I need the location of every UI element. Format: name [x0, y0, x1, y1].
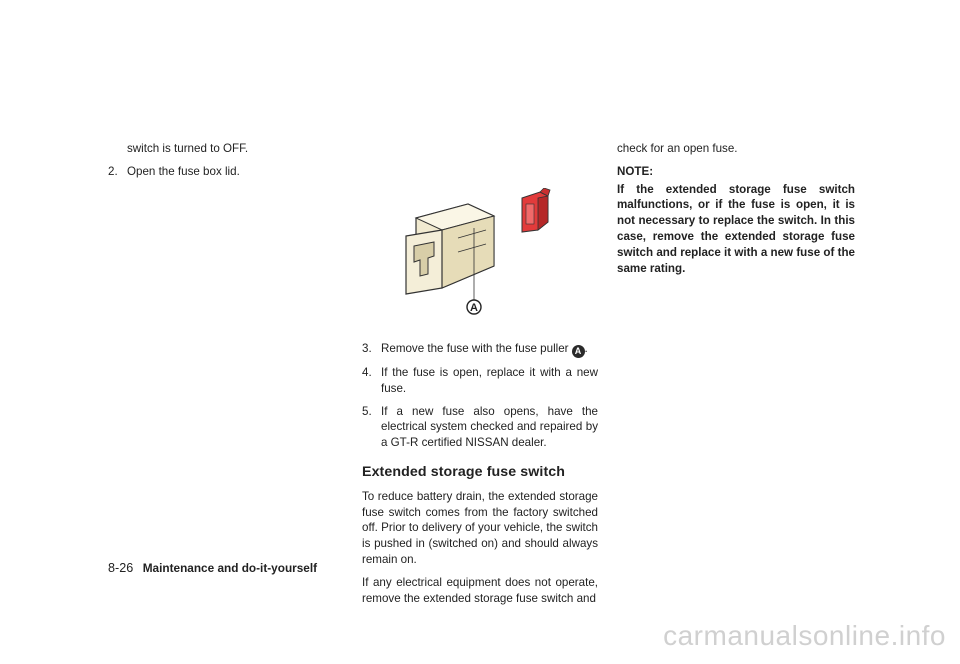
page-footer: [108, 561, 317, 575]
step-text: If a new fuse also opens, have the electrical system checked and repaired by a GT-R certified NISSAN dealer.: [381, 404, 598, 450]
column-middle: [362, 341, 598, 613]
step-text: Open the fuse box lid.: [127, 164, 240, 178]
step-4: [362, 365, 598, 397]
step-end: .: [584, 342, 588, 355]
column-left: [108, 141, 338, 187]
paragraph: If any electrical equipment does not operate, remove the extended storage fuse switch and: [362, 575, 598, 605]
step-text: If the fuse is open, replace it with a new fuse.: [381, 366, 598, 395]
continued-text: check for an open fuse.: [617, 142, 738, 155]
watermark: carmanualsonline.info: [663, 620, 946, 651]
step-number: 5.: [362, 404, 372, 418]
fuse-icon: [522, 188, 550, 232]
section-heading: Extended storage fuse switch: [362, 463, 566, 480]
step-number: 2.: [108, 164, 118, 178]
continued-text: switch is turned to OFF.: [127, 142, 249, 155]
callout-a-label: A: [470, 302, 478, 314]
note-heading: NOTE:: [617, 164, 654, 178]
step-number: 4.: [362, 366, 372, 379]
paragraph: To reduce battery drain, the extended storage fuse switch comes from the factory switched off. Prior to delivery of your vehicle, the switch is pushed in (switched on) and should always remain on.: [362, 489, 598, 566]
step-number: 3.: [362, 342, 372, 355]
note-text: If the extended storage fuse switch malfunctions, or if the fuse is open, it is not necessary to replace the switch. In this case, remove the extended storage fuse switch and replace it with a new fuse of the same rating.: [617, 182, 855, 275]
step-text: Remove the fuse with the fuse puller: [381, 342, 569, 355]
step-5: [362, 404, 598, 451]
fuse-puller-illustration: [398, 188, 568, 320]
step-3: [362, 341, 598, 358]
callout-a-badge: A: [572, 345, 585, 358]
puller-body: [406, 204, 494, 302]
section-title: Maintenance and do-it-yourself: [142, 561, 318, 575]
column-right: [617, 141, 855, 276]
page-number: 8-26: [108, 561, 134, 575]
step-2: [108, 164, 338, 180]
